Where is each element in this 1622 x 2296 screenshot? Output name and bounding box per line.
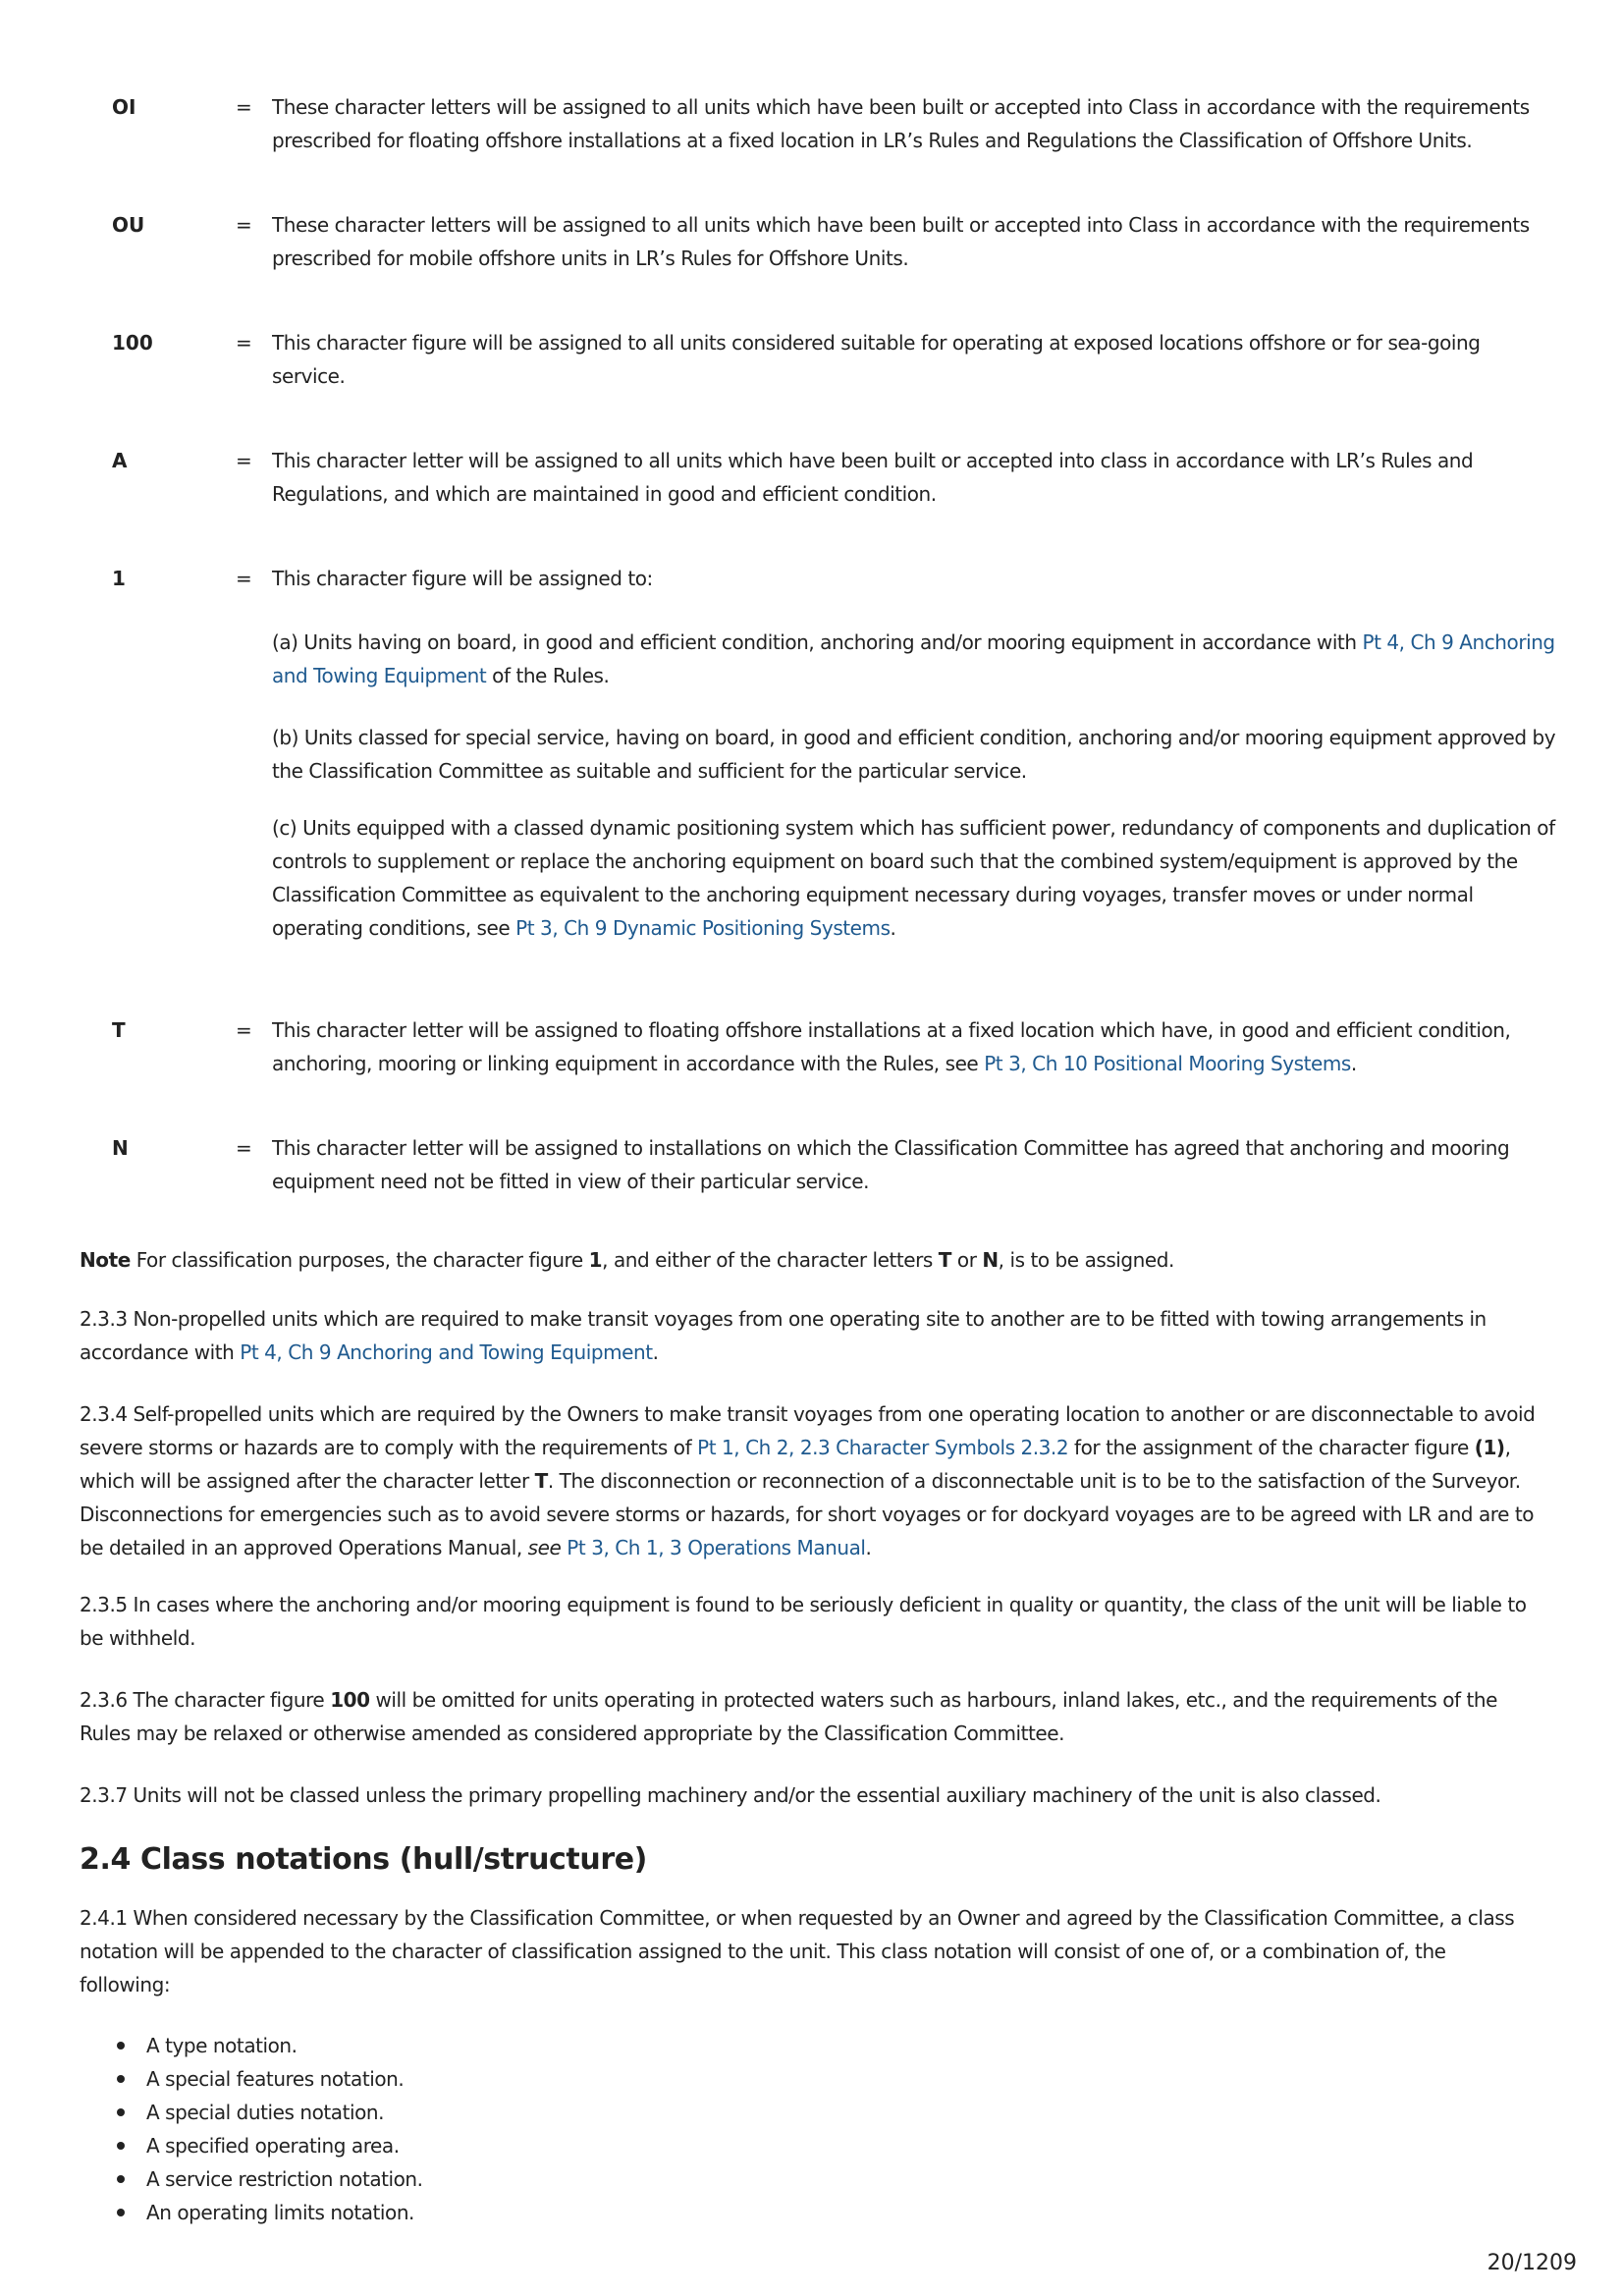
paragraph-text: , <box>1504 1436 1511 1459</box>
symbol-description <box>272 208 1566 275</box>
sub-text: operating conditions, see <box>272 916 516 940</box>
equals-sign: = <box>236 1018 252 1042</box>
note-text: For classification purposes, the character figure <box>130 1248 589 1272</box>
sub-line <box>272 911 1566 945</box>
description-line: This character figure will be assigned to all units considered suitable for operating at exposed locations offshore or for sea-going <box>272 331 1481 355</box>
paragraph-bold: 100 <box>330 1688 370 1712</box>
sub-line: Classification Committee as equivalent to the anchoring equipment necessary during voyages, transfer moves or under normal <box>272 883 1474 906</box>
symbol-description <box>272 562 1566 595</box>
paragraph-line: 2.4.1 When considered necessary by the Classification Committee, or when requested by an Owner and agreed by the Classification Committee, a class <box>80 1906 1515 1930</box>
description-line: service. <box>272 364 346 388</box>
list-item-text: An operating limits notation. <box>146 2201 414 2224</box>
notation-list <box>80 2029 423 2229</box>
symbol-code: 1 <box>112 567 126 590</box>
symbol-code: 100 <box>112 331 153 355</box>
sub-line: (c) Units equipped with a classed dynamic positioning system which has sufficient power, redundancy of components and duplication of <box>272 816 1555 840</box>
list-item-text: A specified operating area. <box>146 2134 400 2158</box>
symbol-description <box>272 90 1566 157</box>
sub-line <box>272 659 1566 692</box>
paragraph-text: for the assignment of the character figure <box>1068 1436 1475 1459</box>
symbol-description <box>272 1013 1566 1080</box>
paragraph-text: accordance with <box>80 1340 241 1364</box>
symbol-code: A <box>112 449 128 472</box>
paragraph-text: which will be assigned after the character letter <box>80 1469 535 1493</box>
symbol-code: OU <box>112 213 145 237</box>
description-line: These character letters will be assigned to all units which have been built or accepted into Class in accordance with the requirements <box>272 213 1530 237</box>
description-text: anchoring, mooring or linking equipment in accordance with the Rules, see <box>272 1052 985 1075</box>
paragraph-bold: T <box>534 1469 548 1493</box>
paragraph-bold: (1) <box>1474 1436 1505 1459</box>
description-line: prescribed for mobile offshore units in LR’s Rules for Offshore Units. <box>272 246 909 270</box>
description-line: prescribed for floating offshore installations at a fixed location in LR’s Rules and Regulations the Classification of Offshore Units. <box>272 129 1473 152</box>
link-pt3-ch10[interactable]: Pt 3, Ch 10 Positional Mooring Systems <box>984 1052 1351 1075</box>
paragraph-line: Disconnections for emergencies such as to avoid severe storms or hazards, for short voyages or for dockyard voyages are to be agreed with LR and are to <box>80 1503 1535 1526</box>
paragraph-2-3-5 <box>80 1588 1562 1655</box>
paragraph-line: be withheld. <box>80 1626 195 1650</box>
equals-sign: = <box>236 331 252 355</box>
paragraph-line: notation will be appended to the character of classification assigned to the unit. This class notation will consist of one of, or a combination of, the <box>80 1940 1446 1963</box>
sub-item-a <box>272 626 1566 692</box>
list-item-text: A service restriction notation. <box>146 2167 423 2191</box>
paragraph-line: 2.3.3 Non-propelled units which are required to make transit voyages from one operating site to another are to be fitted with towing arrangements in <box>80 1307 1487 1331</box>
equals-sign: = <box>236 449 252 472</box>
equals-sign: = <box>236 95 252 119</box>
symbol-code: N <box>112 1136 129 1160</box>
note-paragraph <box>80 1243 1562 1277</box>
paragraph-line <box>80 1683 1562 1717</box>
note-text: , and either of the character letters <box>602 1248 939 1272</box>
bullet-dot-icon <box>117 2108 125 2116</box>
paragraph-line: 2.3.7 Units will not be classed unless the primary propelling machinery and/or the essential auxiliary machinery of the unit is also classed. <box>80 1783 1381 1807</box>
paragraph-2-3-4 <box>80 1397 1562 1564</box>
bullet-dot-icon <box>117 2075 125 2083</box>
paragraph-2-3-3 <box>80 1302 1562 1369</box>
bullet-dot-icon <box>117 2042 125 2050</box>
equals-sign: = <box>236 1136 252 1160</box>
paragraph-2-3-7 <box>80 1778 1562 1812</box>
description-line: This character letter will be assigned to installations on which the Classification Committee has agreed that anchoring and mooring <box>272 1136 1510 1160</box>
sub-text: (a) Units having on board, in good and efficient condition, anchoring and/or mooring equipment in accordance with <box>272 630 1363 654</box>
link-pt3-ch9[interactable]: Pt 3, Ch 9 Dynamic Positioning Systems <box>515 916 891 940</box>
symbol-description <box>272 326 1566 393</box>
description-line: These character letters will be assigned to all units which have been built or accepted into Class in accordance with the requirements <box>272 95 1530 119</box>
list-item-text: A type notation. <box>146 2034 297 2057</box>
symbol-code: OI <box>112 95 136 119</box>
sub-line: (b) Units classed for special service, having on board, in good and efficient condition, anchoring and/or mooring equipment approved by <box>272 726 1556 749</box>
description-line <box>272 1047 1566 1080</box>
sub-line: controls to supplement or replace the anchoring equipment on board such that the combined system/equipment is approved by the <box>272 849 1518 873</box>
sub-item-c <box>272 811 1566 945</box>
link-pt4-ch9[interactable]: Pt 4, Ch 9 Anchoring <box>1362 630 1555 654</box>
symbol-code: T <box>112 1018 126 1042</box>
note-bold: T <box>938 1248 951 1272</box>
symbol-description <box>272 444 1566 511</box>
description-line: This character figure will be assigned to: <box>272 567 653 590</box>
sub-item-b <box>272 721 1566 788</box>
paragraph-text: 2.3.6 The character figure <box>80 1688 331 1712</box>
description-line: This character letter will be assigned to floating offshore installations at a fixed location which have, in good and efficient condition, <box>272 1018 1511 1042</box>
paragraph-text: severe storms or hazards are to comply with the requirements of <box>80 1436 698 1459</box>
paragraph-2-3-6 <box>80 1683 1562 1750</box>
link-pt3-ch1[interactable]: Pt 3, Ch 1, 3 Operations Manual <box>567 1536 866 1559</box>
list-item <box>80 2129 423 2162</box>
sub-text: of the Rules. <box>486 664 610 687</box>
paragraph-line: 2.3.4 Self-propelled units which are required by the Owners to make transit voyages from one operating location to another or are disconnectable to avoid <box>80 1402 1536 1426</box>
link-pt1-ch2[interactable]: Pt 1, Ch 2, 2.3 Character Symbols 2.3.2 <box>697 1436 1069 1459</box>
equals-sign: = <box>236 567 252 590</box>
paragraph-text: . <box>865 1536 872 1559</box>
paragraph-line: following: <box>80 1973 171 1996</box>
description-line: This character letter will be assigned to all units which have been built or accepted into class in accordance with LR’s Rules and <box>272 449 1474 472</box>
list-item-text: A special features notation. <box>146 2067 405 2091</box>
sub-line <box>272 626 1566 659</box>
paragraph-line <box>80 1243 1562 1277</box>
list-item <box>80 2096 423 2129</box>
page-number: 20/1209 <box>1487 2251 1577 2275</box>
bullet-dot-icon <box>117 2142 125 2150</box>
list-item <box>80 2062 423 2096</box>
bullet-dot-icon <box>117 2175 125 2183</box>
description-line: equipment need not be fitted in view of their particular service. <box>272 1170 870 1193</box>
paragraph-line <box>80 1464 1562 1498</box>
paragraph-2-4-1 <box>80 1901 1562 2001</box>
paragraph-text: be detailed in an approved Operations Manual, <box>80 1536 528 1559</box>
paragraph-line: Rules may be relaxed or otherwise amended as considered appropriate by the Classification Committee. <box>80 1722 1065 1745</box>
sub-line: the Classification Committee as suitable and sufficient for the particular service. <box>272 759 1027 783</box>
description-text: . <box>1350 1052 1357 1075</box>
description-line: Regulations, and which are maintained in good and efficient condition. <box>272 482 937 506</box>
note-text: or <box>951 1248 983 1272</box>
note-bold: 1 <box>588 1248 603 1272</box>
link-pt4-ch9-towing[interactable]: Pt 4, Ch 9 Anchoring and Towing Equipment <box>240 1340 653 1364</box>
paragraph-line <box>80 1336 1562 1369</box>
sub-text: . <box>890 916 896 940</box>
note-text: , is to be assigned. <box>998 1248 1174 1272</box>
bullet-dot-icon <box>117 2209 125 2216</box>
paragraph-line <box>80 1531 1562 1564</box>
paragraph-line: 2.3.5 In cases where the anchoring and/or mooring equipment is found to be seriously deficient in quality or quantity, the class of the unit will be liable to <box>80 1593 1527 1616</box>
section-heading-2-4: 2.4 Class notations (hull/structure) <box>80 1842 647 1877</box>
list-item <box>80 2162 423 2196</box>
paragraph-text: . The disconnection or reconnection of a disconnectable unit is to be to the satisfaction of the Surveyor. <box>547 1469 1521 1493</box>
note-label: Note <box>80 1248 131 1272</box>
list-item-text: A special duties notation. <box>146 2101 385 2124</box>
paragraph-text: will be omitted for units operating in protected waters such as harbours, inland lakes, etc., and the requirements of the <box>369 1688 1497 1712</box>
link-pt4-ch9-cont[interactable]: and Towing Equipment <box>272 664 487 687</box>
paragraph-line <box>80 1431 1562 1464</box>
list-item <box>80 2029 423 2062</box>
list-item <box>80 2196 423 2229</box>
paragraph-italic: see <box>527 1536 562 1559</box>
equals-sign: = <box>236 213 252 237</box>
note-bold: N <box>982 1248 999 1272</box>
symbol-description <box>272 1131 1566 1198</box>
paragraph-text: . <box>652 1340 659 1364</box>
